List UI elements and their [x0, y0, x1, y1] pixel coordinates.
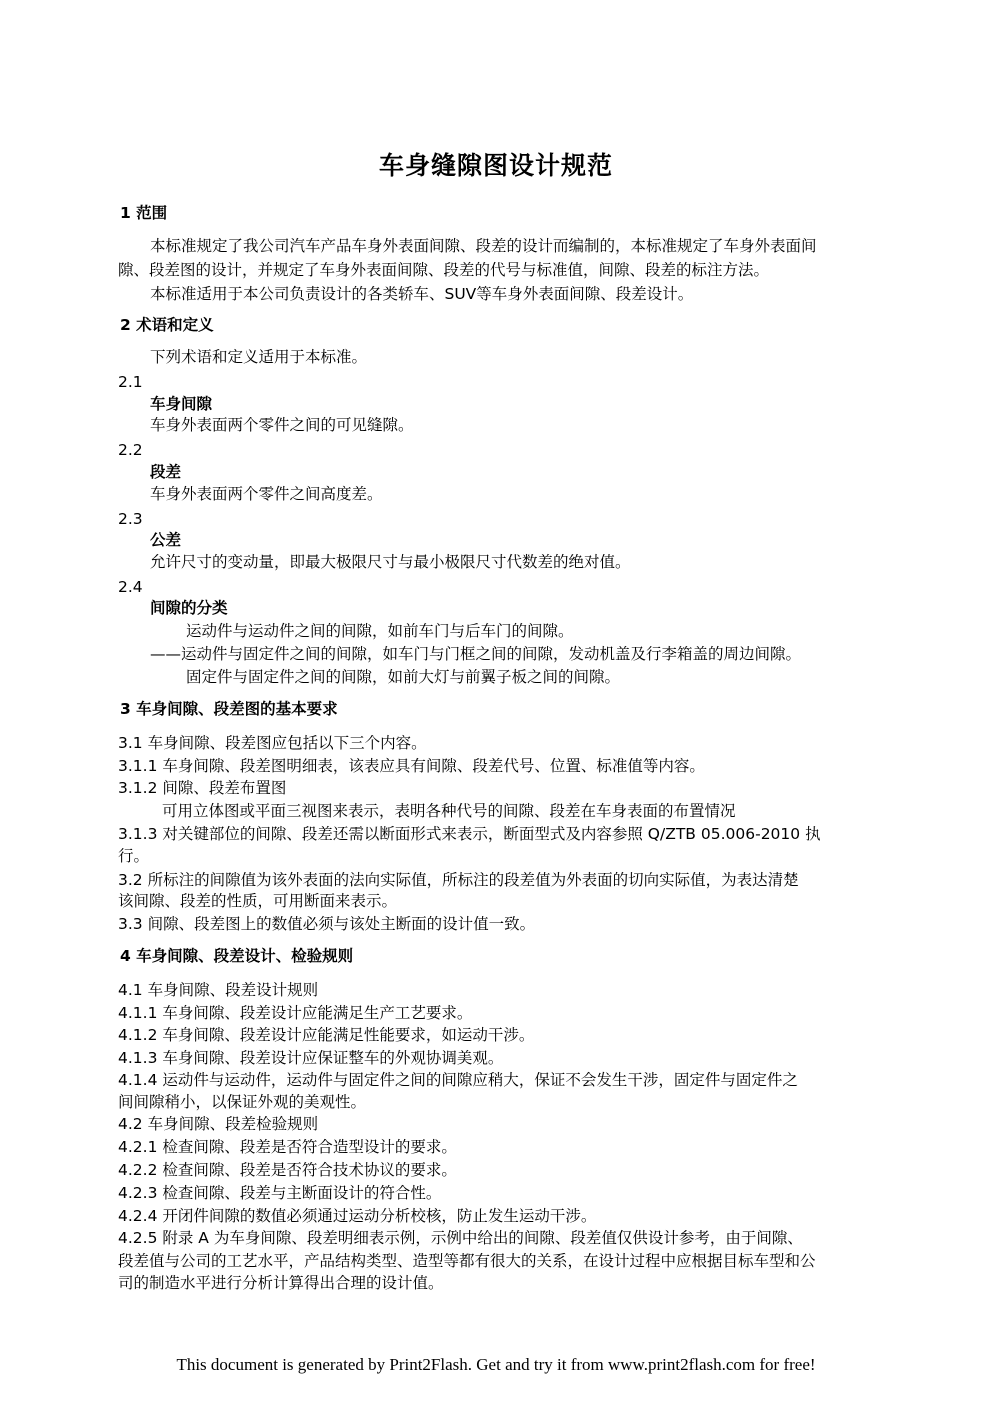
clause-4-1-3: 4.1.3 车身间隙、段差设计应保证整车的外观协调美观。	[118, 1049, 504, 1067]
gap-type-item-1: 运动件与运动件之间的间隙，如前车门与后车门的间隙。	[186, 622, 574, 640]
clause-3-1: 3.1 车身间隙、段差图应包括以下三个内容。	[118, 734, 427, 752]
s1-paragraph-2: 本标准适用于本公司负责设计的各类轿车、SUV等车身外表面间隙、段差设计。	[150, 285, 694, 303]
section-4-heading: 4 车身间隙、段差设计、检验规则	[120, 947, 354, 965]
definition-2-1-text: 车身外表面两个零件之间的可见缝隙。	[150, 416, 414, 434]
clause-4-2-5-line-1: 4.2.5 附录 A 为车身间隙、段差明细表示例，示例中给出的间隙、段差值仅供设计参考，由于间隙、	[118, 1229, 803, 1247]
definition-2-2-text: 车身外表面两个零件之间高度差。	[150, 485, 383, 503]
clause-3-1-3-line-2: 行。	[118, 847, 150, 865]
s1-paragraph-line-2: 隙、段差图的设计，并规定了车身外表面间隙、段差的代号与标准值，间隙、段差的标注方法。	[118, 261, 770, 279]
gap-type-item-3: 固定件与固定件之间的间隙，如前大灯与前翼子板之间的间隙。	[186, 668, 621, 686]
s1-paragraph-line-1: 本标准规定了我公司汽车产品车身外表面间隙、段差的设计而编制的，本标准规定了车身外表面间	[150, 237, 817, 255]
definition-2-2-number: 2.2	[118, 441, 143, 459]
clause-4-1: 4.1 车身间隙、段差设计规则	[118, 981, 319, 999]
clause-3-1-3-line-1: 3.1.3 对关键部位的间隙、段差还需以断面形式来表示，断面型式及内容参照 Q/ZTB 05.006-2010 执	[118, 825, 821, 843]
section-3-heading: 3 车身间隙、段差图的基本要求	[120, 700, 338, 718]
definition-2-2-term: 段差	[150, 463, 182, 481]
print2flash-footer: This document is generated by Print2Flash. Get and try it from www.print2flash.com for free!	[176, 1355, 816, 1374]
clause-4-1-1: 4.1.1 车身间隙、段差设计应能满足生产工艺要求。	[118, 1004, 473, 1022]
definition-2-3-term: 公差	[150, 531, 182, 549]
definition-2-3-number: 2.3	[118, 510, 143, 528]
section-1-heading: 1 范围	[120, 204, 168, 222]
clause-4-2: 4.2 车身间隙、段差检验规则	[118, 1115, 319, 1133]
clause-4-2-4: 4.2.4 开闭件间隙的数值必须通过运动分析校核，防止发生运动干涉。	[118, 1207, 597, 1225]
definition-2-4-number: 2.4	[118, 578, 143, 596]
clause-4-2-5-line-2: 段差值与公司的工艺水平，产品结构类型、造型等都有很大的关系，在设计过程中应根据目标车型和公	[118, 1252, 816, 1270]
clause-4-1-4-line-1: 4.1.4 运动件与运动件，运动件与固定件之间的间隙应稍大，保证不会发生干涉，固定件与固定件之	[118, 1071, 798, 1089]
definition-2-4-term: 间隙的分类	[150, 599, 228, 617]
clause-3-1-1: 3.1.1 车身间隙、段差图明细表，该表应具有间隙、段差代号、位置、标准值等内容。	[118, 757, 705, 775]
s2-intro: 下列术语和定义适用于本标准。	[150, 348, 368, 366]
clause-3-2-line-1: 3.2 所标注的间隙值为该外表面的法向实际值，所标注的段差值为外表面的切向实际值，为表达清楚	[118, 871, 799, 889]
clause-4-2-2: 4.2.2 检查间隙、段差是否符合技术协议的要求。	[118, 1161, 457, 1179]
clause-4-1-4-line-2: 间间隙稍小，以保证外观的美观性。	[118, 1093, 367, 1111]
clause-3-3: 3.3 间隙、段差图上的数值必须与该处主断面的设计值一致。	[118, 915, 536, 933]
clause-4-2-5-line-3: 司的制造水平进行分析计算得出合理的设计值。	[118, 1274, 444, 1292]
gap-type-item-2: ——运动件与固定件之间的间隙，如车门与门框之间的间隙，发动机盖及行李箱盖的周边间隙。	[150, 645, 802, 663]
definition-2-1-number: 2.1	[118, 373, 143, 391]
definition-2-1-term: 车身间隙	[150, 395, 213, 413]
section-2-heading: 2 术语和定义	[120, 316, 214, 334]
clause-4-2-3: 4.2.3 检查间隙、段差与主断面设计的符合性。	[118, 1184, 442, 1202]
definition-2-3-text: 允许尺寸的变动量，即最大极限尺寸与最小极限尺寸代数差的绝对值。	[150, 553, 631, 571]
document-title: 车身缝隙图设计规范	[378, 151, 613, 180]
clause-4-2-1: 4.2.1 检查间隙、段差是否符合造型设计的要求。	[118, 1138, 457, 1156]
clause-4-1-2: 4.1.2 车身间隙、段差设计应能满足性能要求，如运动干涉。	[118, 1026, 535, 1044]
clause-3-1-2-body: 可用立体图或平面三视图来表示，表明各种代号的间隙、段差在车身表面的布置情况	[162, 802, 736, 820]
clause-3-2-line-2: 该间隙、段差的性质，可用断面来表示。	[118, 892, 398, 910]
clause-3-1-2: 3.1.2 间隙、段差布置图	[118, 779, 287, 797]
